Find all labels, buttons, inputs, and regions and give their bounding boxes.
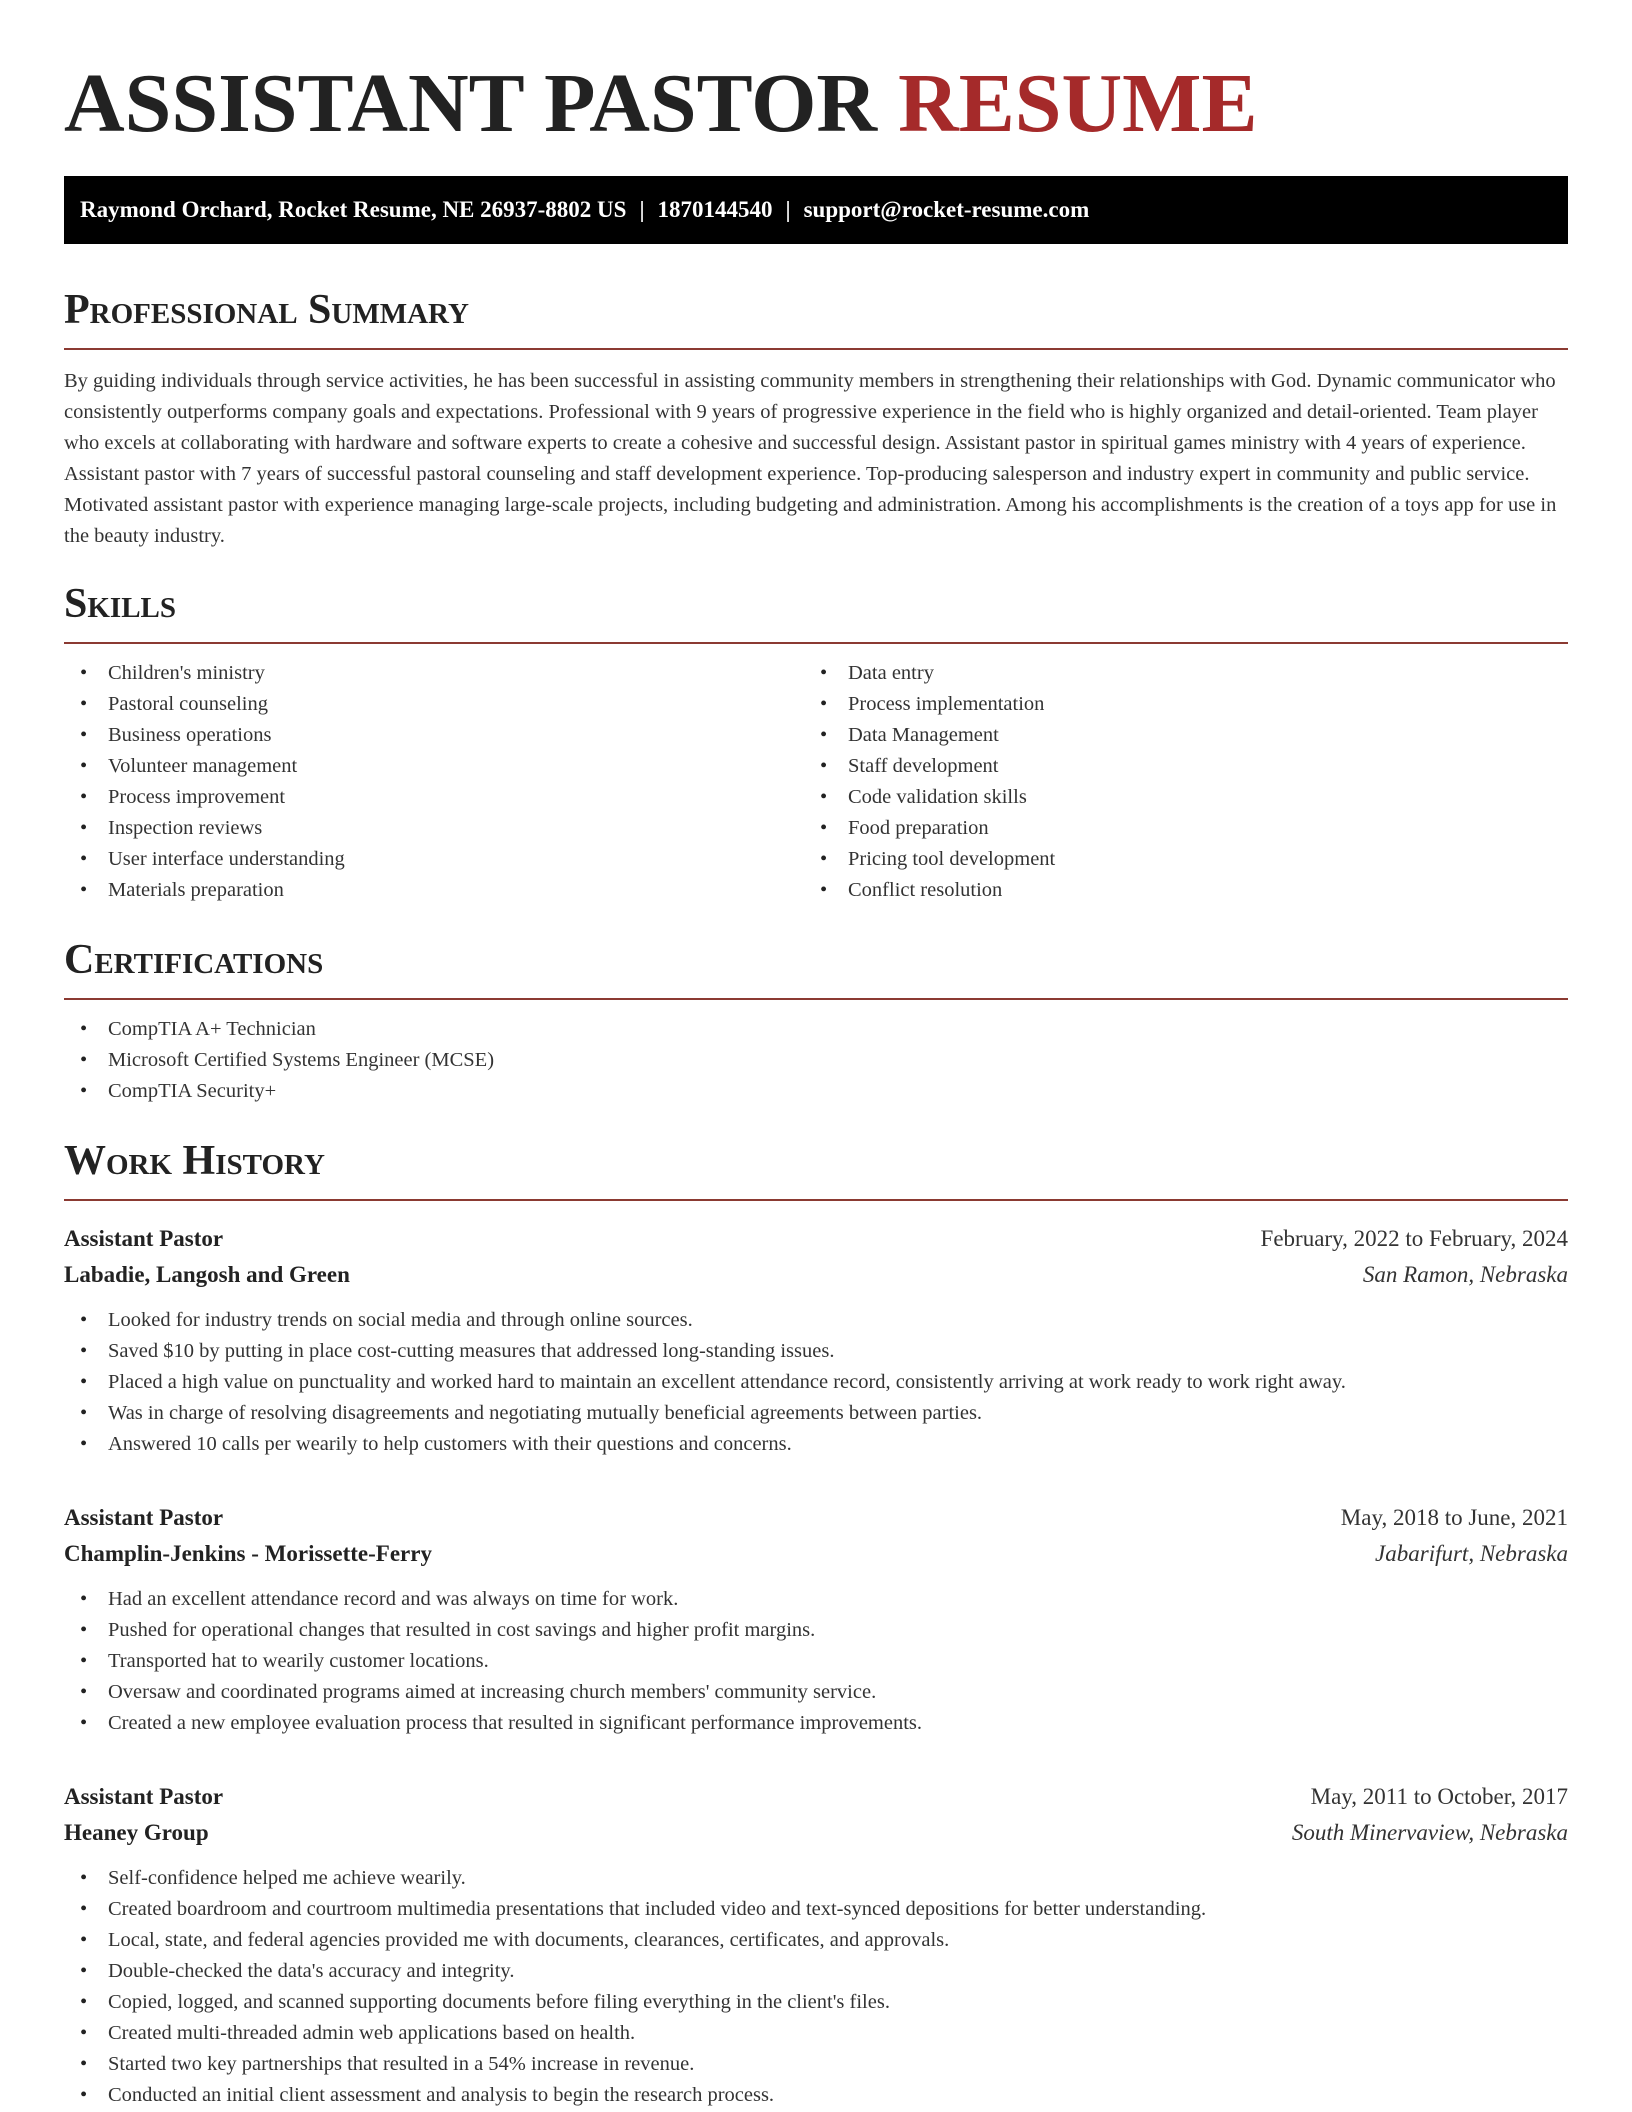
job-dates: May, 2018 to June, 2021 xyxy=(1340,1505,1568,1530)
job-header-row xyxy=(64,1221,1568,1257)
job-duties-list xyxy=(64,1305,1568,1460)
resume-title-main: ASSISTANT PASTOR xyxy=(64,57,878,150)
job-duty-item: • Double-checked the data's accuracy and integrity. xyxy=(64,1956,1568,1987)
skills-heading: Skills xyxy=(64,581,177,627)
job-entry xyxy=(64,1779,1568,2111)
job-duty-item: • Answered 10 calls per wearily to help customers with their questions and concerns. xyxy=(64,1429,1568,1460)
job-duties-list xyxy=(64,1584,1568,1739)
skills-list-left xyxy=(64,658,804,906)
section-divider xyxy=(64,642,1568,644)
job-duty-item: • Oversaw and coordinated programs aimed at increasing church members' community service. xyxy=(64,1677,1568,1708)
job-role: Assistant Pastor xyxy=(64,1505,224,1530)
contact-phone: 1870144540 xyxy=(657,197,773,222)
summary-heading: Professional Summary xyxy=(64,287,469,333)
job-company: Champlin-Jenkins - Morissette-Ferry xyxy=(64,1541,432,1566)
job-duty-item: • Created a new employee evaluation process that resulted in significant performance improvements. xyxy=(64,1708,1568,1739)
job-location: South Minervaview, Nebraska xyxy=(1291,1820,1568,1845)
skill-item: • Business operations xyxy=(64,720,804,751)
job-entry xyxy=(64,1500,1568,1739)
job-duty-item: • Created boardroom and courtroom multimedia presentations that included video and text-synced depositions for better understanding. xyxy=(64,1894,1568,1925)
job-duty-item: • Conducted an initial client assessment and analysis to begin the research process. xyxy=(64,2080,1568,2111)
job-duty-item: • Local, state, and federal agencies provided me with documents, clearances, certificates, and approvals. xyxy=(64,1925,1568,1956)
certification-item: • Microsoft Certified Systems Engineer (MCSE) xyxy=(64,1045,1568,1076)
skill-item: • Pricing tool development xyxy=(804,844,1544,875)
skill-item: • Process improvement xyxy=(64,782,804,813)
job-header-row xyxy=(64,1779,1568,1815)
contact-separator: | xyxy=(639,197,645,222)
job-duty-item: • Self-confidence helped me achieve wearily. xyxy=(64,1863,1568,1894)
job-duty-item: • Copied, logged, and scanned supporting documents before filing everything in the client's files. xyxy=(64,1987,1568,2018)
job-duty-item: • Looked for industry trends on social media and through online sources. xyxy=(64,1305,1568,1336)
skill-item: • Pastoral counseling xyxy=(64,689,804,720)
summary-text: By guiding individuals through service activities, he has been successful in assisting community members in strengthening their relationships with God. Dynamic communicator who consistently outperforms company goals and expectations. Professional with 9 years of progressive experience in the field who is highly organized and detail-oriented. Team player who excels at collaborating with hardware and software experts to create a cohesive and successful design. Assistant pastor in spiritual games ministry with 4 years of experience. Assistant pastor with 7 years of successful pastoral counseling and staff development experience. Top-producing salesperson and industry expert in community and public service. Motivated assistant pastor with experience managing large-scale projects, including budgeting and administration. Among his accomplishments is the creation of a toys app for use in the beauty industry. xyxy=(64,370,1557,547)
job-duty-item: • Started two key partnerships that resulted in a 54% increase in revenue. xyxy=(64,2049,1568,2080)
resume-title xyxy=(64,56,1568,156)
job-duty-item: • Had an excellent attendance record and was always on time for work. xyxy=(64,1584,1568,1615)
contact-separator: | xyxy=(785,197,791,222)
contact-bar xyxy=(64,176,1568,244)
job-dates: February, 2022 to February, 2024 xyxy=(1260,1226,1568,1251)
job-company: Heaney Group xyxy=(64,1820,209,1845)
section-divider xyxy=(64,348,1568,350)
job-company: Labadie, Langosh and Green xyxy=(64,1262,350,1287)
job-company-row xyxy=(64,1257,1568,1293)
job-duties-list xyxy=(64,1863,1568,2111)
skill-item: • Data entry xyxy=(804,658,1544,689)
certification-item: • CompTIA A+ Technician xyxy=(64,1014,1568,1045)
work-history-heading: Work History xyxy=(64,1138,325,1184)
job-location: Jabarifurt, Nebraska xyxy=(1375,1541,1568,1566)
job-company-row xyxy=(64,1815,1568,1851)
section-divider xyxy=(64,998,1568,1000)
job-header-row xyxy=(64,1500,1568,1536)
skill-item: • Children's ministry xyxy=(64,658,804,689)
job-duty-item: • Created multi-threaded admin web applications based on health. xyxy=(64,2018,1568,2049)
skills-columns xyxy=(64,658,1568,906)
job-entry xyxy=(64,1221,1568,1460)
certifications-list xyxy=(64,1014,1568,1107)
skills-list-right xyxy=(804,658,1544,906)
skill-item: • Food preparation xyxy=(804,813,1544,844)
skill-item: • Process implementation xyxy=(804,689,1544,720)
job-company-row xyxy=(64,1536,1568,1572)
resume-title-accent: RESUME xyxy=(898,57,1258,150)
certifications-heading: Certifications xyxy=(64,937,324,983)
job-duty-item: • Was in charge of resolving disagreements and negotiating mutually beneficial agreements between parties. xyxy=(64,1398,1568,1429)
skill-item: • User interface understanding xyxy=(64,844,804,875)
skill-item: • Data Management xyxy=(804,720,1544,751)
contact-email: support@rocket-resume.com xyxy=(803,197,1090,222)
job-duty-item: • Pushed for operational changes that resulted in cost savings and higher profit margins. xyxy=(64,1615,1568,1646)
skill-item: • Inspection reviews xyxy=(64,813,804,844)
job-role: Assistant Pastor xyxy=(64,1226,224,1251)
skill-item: • Materials preparation xyxy=(64,875,804,906)
skill-item: • Staff development xyxy=(804,751,1544,782)
job-role: Assistant Pastor xyxy=(64,1784,224,1809)
work-history-list xyxy=(64,1221,1568,2111)
skill-item: • Volunteer management xyxy=(64,751,804,782)
job-dates: May, 2011 to October, 2017 xyxy=(1310,1784,1568,1809)
job-duty-item: • Placed a high value on punctuality and worked hard to maintain an excellent attendance record, consistently arriving at work ready to work right away. xyxy=(64,1367,1568,1398)
job-duty-item: • Transported hat to wearily customer locations. xyxy=(64,1646,1568,1677)
section-divider xyxy=(64,1199,1568,1201)
skill-item: • Conflict resolution xyxy=(804,875,1544,906)
job-location: San Ramon, Nebraska xyxy=(1362,1262,1568,1287)
job-duty-item: • Saved $10 by putting in place cost-cutting measures that addressed long-standing issues. xyxy=(64,1336,1568,1367)
certification-item: • CompTIA Security+ xyxy=(64,1076,1568,1107)
contact-address: Raymond Orchard, Rocket Resume, NE 26937-8802 US xyxy=(80,197,627,222)
skill-item: • Code validation skills xyxy=(804,782,1544,813)
